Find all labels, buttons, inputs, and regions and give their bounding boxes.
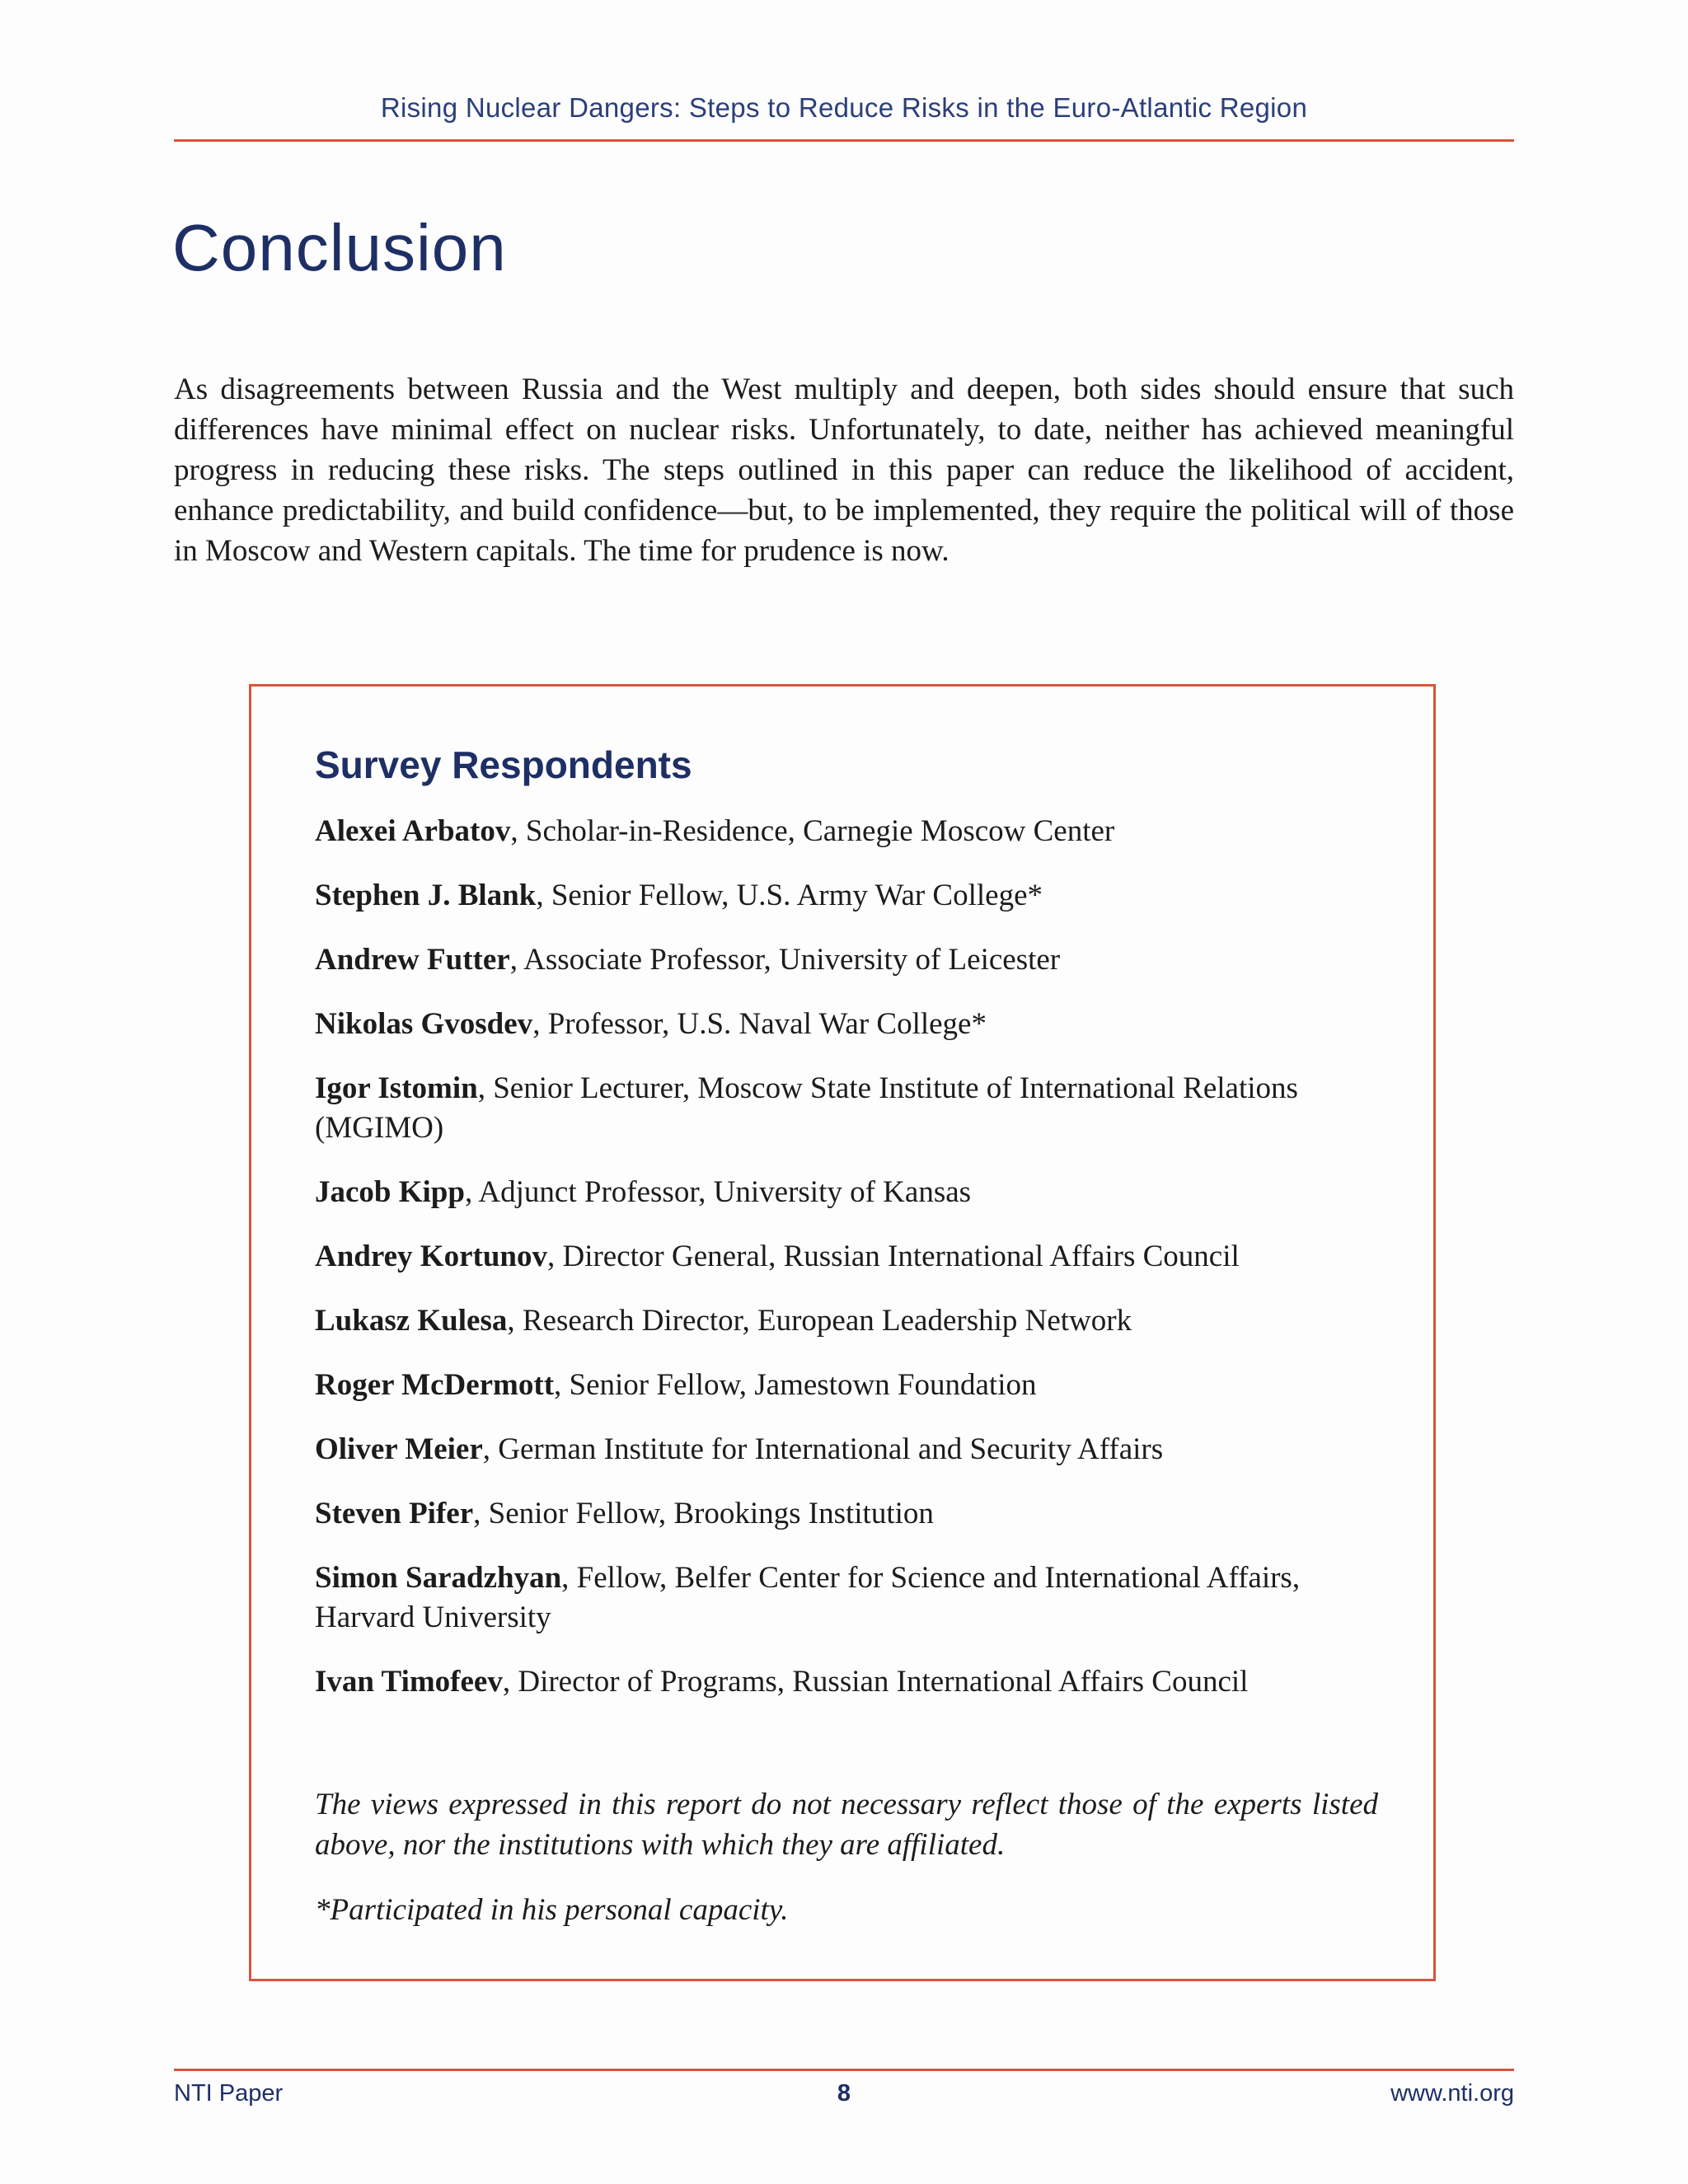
respondent-name: Simon Saradzhyan — [315, 1561, 562, 1595]
footer-website: www.nti.org — [1390, 2080, 1514, 2107]
respondent-name: Andrew Futter — [315, 943, 510, 977]
respondent-affiliation: , Senior Lecturer, Moscow State Institute of International Relations (MGIMO) — [315, 1071, 1298, 1145]
respondent-entry — [315, 876, 1329, 916]
conclusion-paragraph: As disagreements between Russia and the West multiply and deepen, both sides should ensure that such differences have minimal effect on nuclear risks. Unfortunately, to date, neither has achieved meaningful progress in reducing these risks. The steps outlined in this paper can reduce the likelihood of accident, enhance predictability, and build confidence—but, to be implemented, they require the political will of those in Moscow and Western capitals. The time for prudence is now. — [174, 373, 1514, 568]
running-header: Rising Nuclear Dangers: Steps to Reduce Risks in the Euro-Atlantic Region — [380, 92, 1308, 123]
respondent-entry — [315, 1173, 1329, 1212]
respondent-affiliation: , Senior Fellow, Brookings Institution — [473, 1497, 934, 1530]
respondent-name: Nikolas Gvosdev — [315, 1007, 533, 1041]
header-rule — [174, 139, 1514, 142]
footer-rule — [174, 2069, 1514, 2071]
respondent-affiliation: , Scholar-in-Residence, Carnegie Moscow Center — [510, 814, 1115, 848]
respondent-affiliation: , German Institute for International and Security Affairs — [482, 1432, 1164, 1466]
respondent-affiliation: , Research Director, European Leadership Network — [507, 1304, 1132, 1338]
respondent-name: Stephen J. Blank — [315, 879, 537, 912]
respondent-affiliation: , Professor, U.S. Naval War College* — [532, 1007, 987, 1041]
respondent-affiliation: , Director of Programs, Russian International Affairs Council — [502, 1665, 1249, 1699]
respondent-entry — [315, 1301, 1329, 1341]
page-title: Conclusion — [172, 211, 507, 284]
respondent-name: Steven Pifer — [315, 1497, 474, 1530]
respondent-entry — [315, 1069, 1329, 1148]
respondent-name: Alexei Arbatov — [315, 814, 511, 848]
respondent-affiliation: , Fellow, Belfer Center for Science and International Affairs, Harvard University — [315, 1561, 1301, 1634]
respondent-entry — [315, 1005, 1329, 1044]
survey-respondents-title: Survey Respondents — [315, 743, 692, 786]
respondent-name: Andrey Kortunov — [315, 1240, 547, 1273]
respondent-name: Igor Istomin — [315, 1071, 478, 1105]
respondent-affiliation: , Director General, Russian International Affairs Council — [546, 1240, 1240, 1273]
respondent-entry — [315, 812, 1329, 851]
respondent-entry — [315, 1237, 1329, 1277]
footer-publication: NTI Paper — [174, 2080, 284, 2107]
respondent-entry — [315, 1430, 1329, 1469]
respondent-entry — [315, 1662, 1329, 1702]
survey-respondents-box — [249, 684, 1436, 1981]
respondent-entry — [315, 1494, 1329, 1534]
disclaimer-note: The views expressed in this report do not necessary reflect those of the experts listed above, nor the institutions with which they are affiliated. — [315, 1788, 1378, 1862]
respondent-name: Oliver Meier — [315, 1432, 483, 1466]
respondent-name: Ivan Timofeev — [315, 1665, 503, 1699]
respondent-name: Roger McDermott — [315, 1368, 555, 1402]
respondent-name: Jacob Kipp — [315, 1175, 465, 1209]
respondent-entry — [315, 1558, 1329, 1638]
respondent-list — [315, 812, 1329, 1727]
respondent-affiliation: , Senior Fellow, Jamestown Foundation — [554, 1368, 1037, 1402]
respondent-affiliation: , Associate Professor, University of Leicester — [509, 943, 1061, 977]
respondent-affiliation: , Adjunct Professor, University of Kansas — [464, 1175, 972, 1209]
respondent-name: Lukasz Kulesa — [315, 1304, 508, 1338]
respondent-entry — [315, 1366, 1329, 1405]
page-number: 8 — [837, 2080, 851, 2107]
footnote: *Participated in his personal capacity. — [315, 1893, 789, 1927]
notes — [315, 1784, 1378, 1955]
respondent-affiliation: , Senior Fellow, U.S. Army War College* — [536, 879, 1043, 912]
respondent-entry — [315, 940, 1329, 980]
